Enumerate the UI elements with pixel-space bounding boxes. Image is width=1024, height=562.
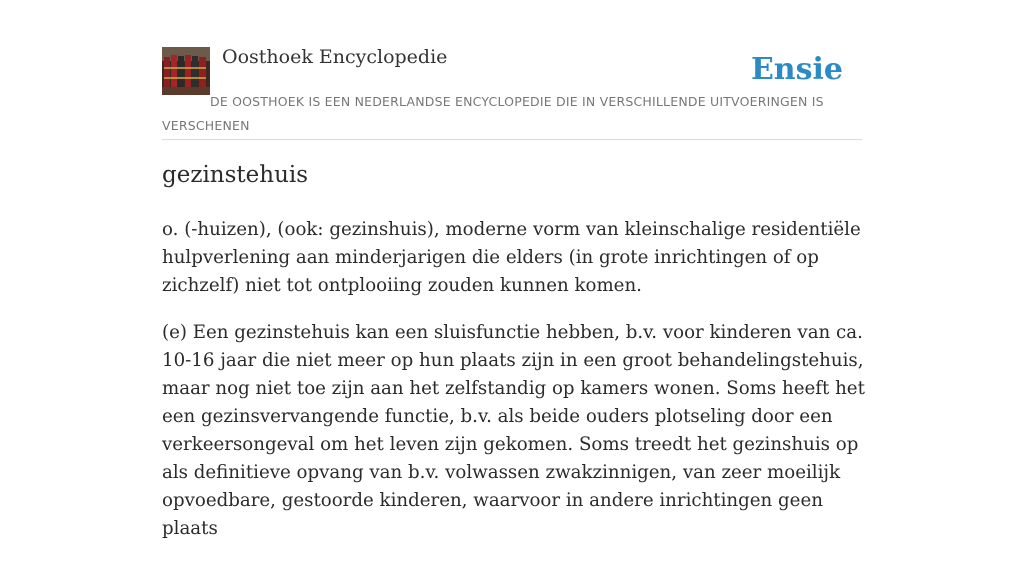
site-name[interactable]: Oosthoek Encyclopedie	[222, 46, 448, 68]
book-spines-icon	[162, 47, 210, 95]
article-body	[162, 216, 866, 562]
page-title: gezinstehuis	[162, 162, 309, 188]
page	[162, 0, 865, 539]
site-tagline: DE OOSTHOEK IS EEN NEDERLANDSE ENCYCLOPEDIE DIE IN VERSCHILLENDE UITVOERINGEN IS VERSCHENEN	[162, 94, 824, 133]
article-paragraph: (e) Een gezinstehuis kan een sluisfunctie hebben, b.v. voor kinderen van ca. 10-16 jaar die niet meer op hun plaats zijn in een groot behandelingstehuis, maar nog niet toe zijn aan het zelfstandig op kamers wonen. Soms heeft het een gezinsvervangende functie, b.v. als beide ouders plotseling door een verkeersongeval om het leven zijn gekomen. Soms treedt het gezinshuis op als definitieve opvang van b.v. volwassen zwakzinnigen, van zeer moeilijk opvoedbare, gestoorde kinderen, waarvoor in andere inrichtingen geen plaats	[162, 322, 865, 539]
article-paragraph: o. (-huizen), (ook: gezinshuis), moderne vorm van kleinschalige residentiële hulpverlening aan minderjarigen die elders (in grote inrichtingen of op zichzelf) niet tot ontplooiing zouden kunnen komen.	[162, 219, 861, 296]
site-header	[162, 0, 862, 140]
site-avatar[interactable]	[162, 47, 210, 95]
brand-logo[interactable]: Ensie	[750, 52, 843, 87]
